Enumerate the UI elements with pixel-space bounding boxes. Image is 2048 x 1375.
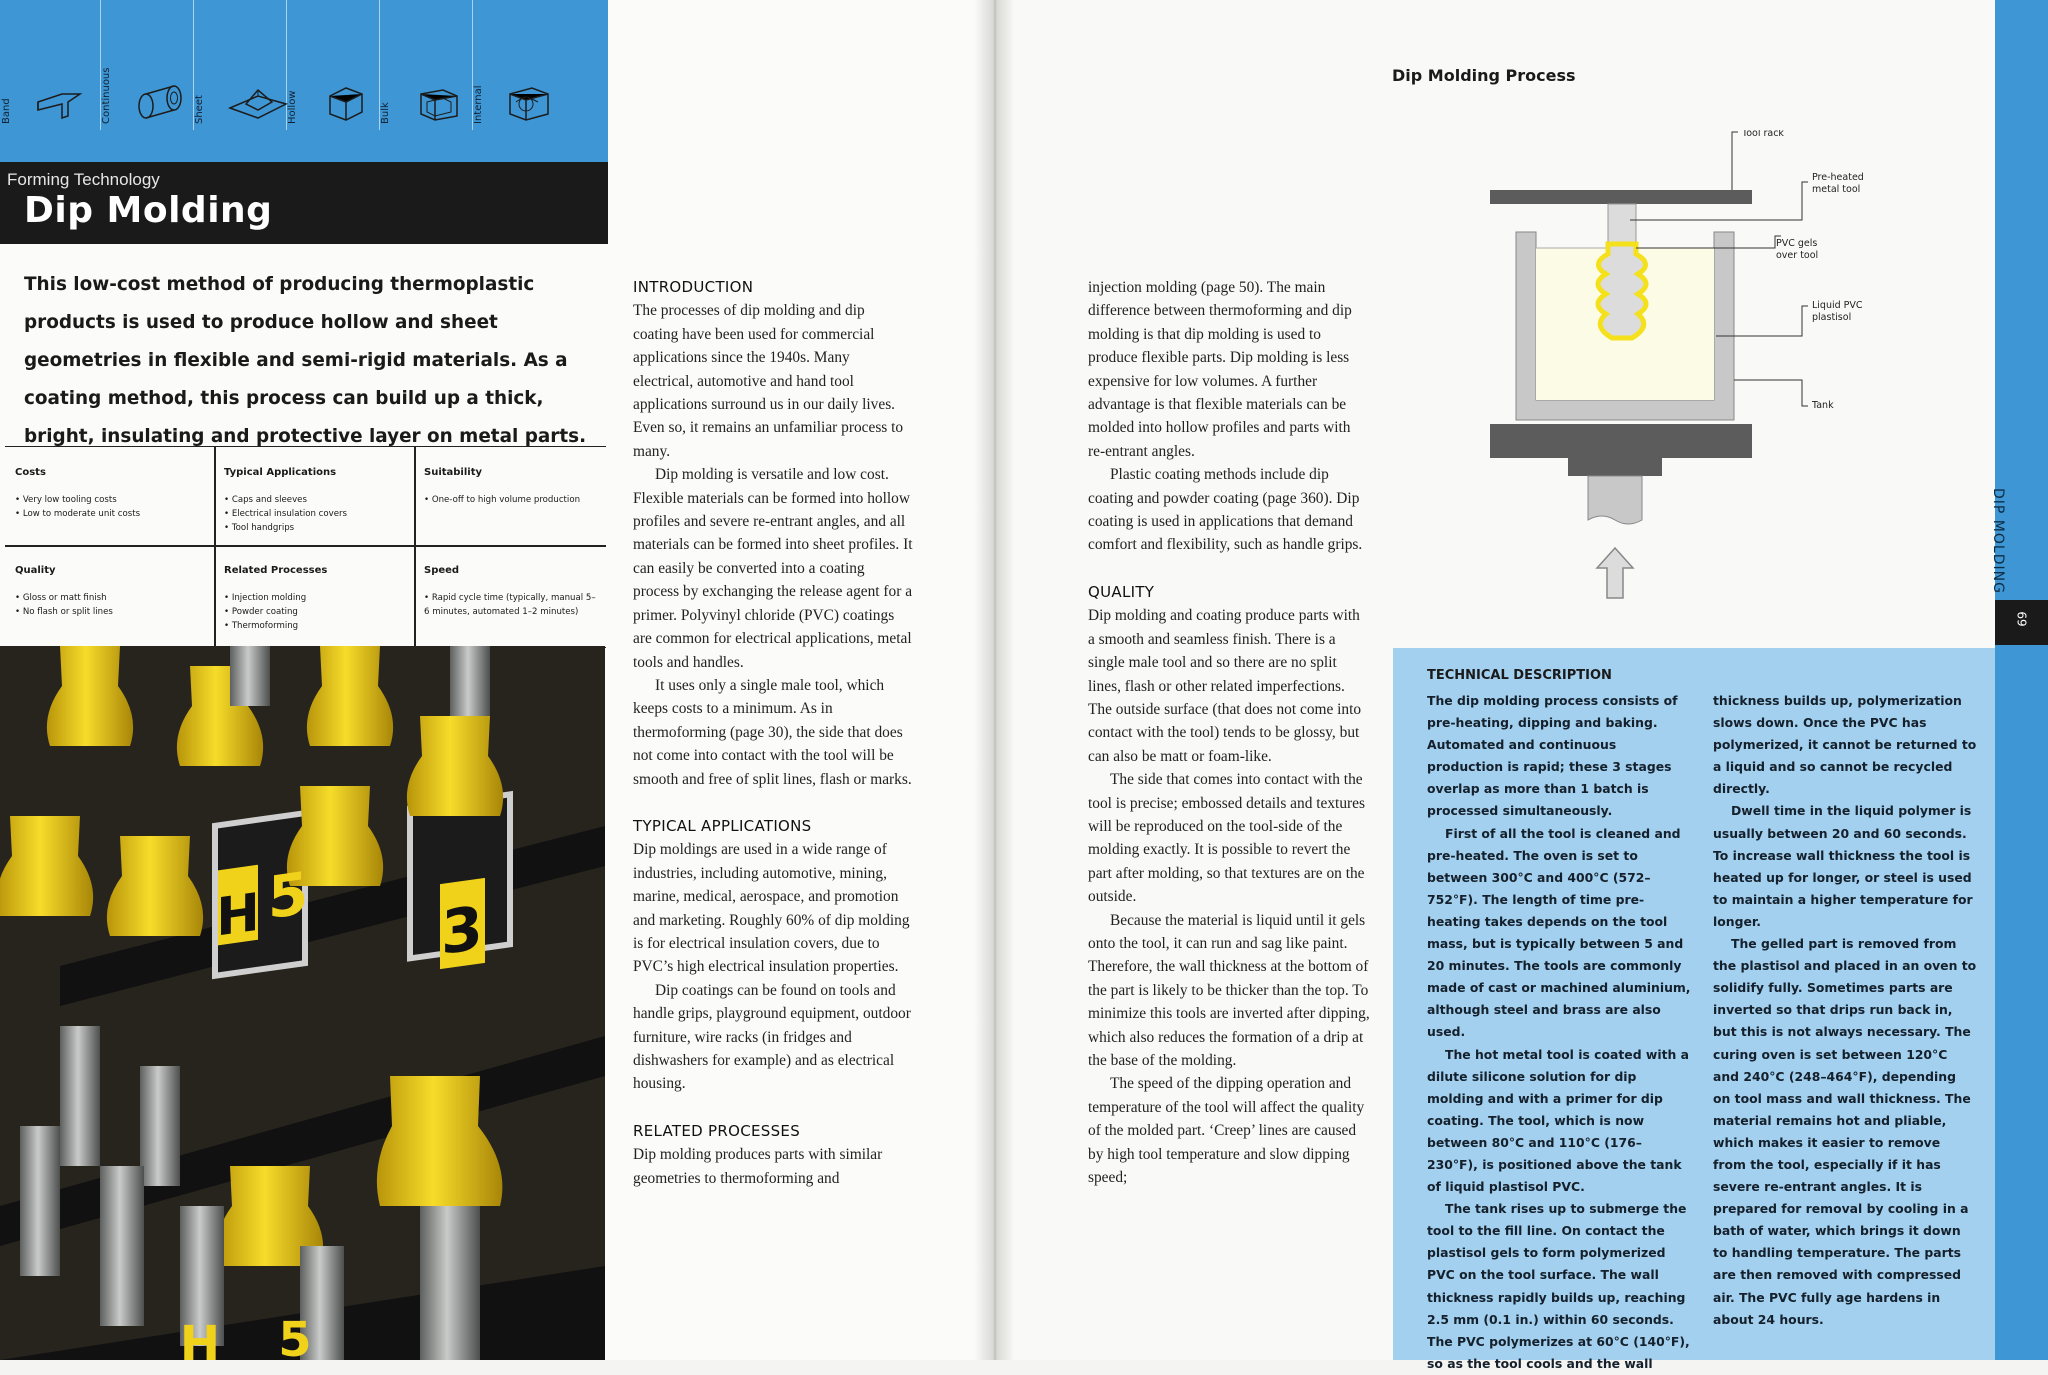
- paragraph: The tank rises up to submerge the tool to the fill line. On contact the plastisol gels to form polymerized PVC on the tool surface. The wall thickness rapidly builds up, reaching 2.5 mm (0.1 in.) within 60 seconds. The PVC polymerizes at 60°C (140°F), so as the tool cools and the wall: [1427, 1201, 1690, 1371]
- paragraph: First of all the tool is cleaned and pre-heated. The oven is set to between 300°C and 400°C (572–752°F). The length of time pre-heating takes depends on the tool mass, but is typically between 5 and 20 minutes. The tools are commonly made of cast or machined aluminium, although steel and brass are also used.: [1427, 825, 1691, 1040]
- paragraph: It uses only a single male tool, which keeps costs to a minimum. As in thermoforming (page 30), the side that does not come into contact with the tool will be smooth and free of split lines, flash or marks.: [633, 676, 912, 788]
- internal-cube-icon: [502, 80, 554, 124]
- paragraph: Dip moldings are used in a wide range of industries, including automotive, mining, marine, medical, aerospace, and promotion and marketing. Roughly 60% of dip molding is for electrical insulation covers, due to PVC’s high electrical insulation properties.: [633, 841, 910, 976]
- band-profile-icon: [34, 80, 86, 124]
- fact-title: Suitability: [424, 467, 483, 478]
- fact-list: [15, 591, 113, 619]
- bulk-cube-icon: [413, 80, 465, 124]
- list-item: • No flash or split lines: [15, 605, 113, 619]
- arrow-up-icon: [1597, 548, 1633, 598]
- technical-description-box: [1393, 648, 1995, 1371]
- strip-item-band: [0, 0, 101, 130]
- book-gutter: [975, 0, 1015, 1360]
- paragraph: The processes of dip molding and dip coating have been used for commercial applications since the 1940s. Many electrical, automotive and hand tool applications surround us in our daily lives. Even so, it remains an unfamiliar process to many.: [633, 302, 904, 460]
- tech-column-2: [1713, 690, 1977, 1331]
- list-item: • Powder coating: [224, 605, 306, 619]
- strip-item-sheet: [193, 0, 287, 130]
- fact-list: [224, 493, 347, 535]
- body-column-1: [633, 276, 913, 1190]
- body-column-2: [1088, 276, 1370, 1189]
- paragraph: The speed of the dipping operation and temperature of the tool will affect the quality of the molded part. ‘Creep’ lines are caused by high tool temperature and slow dipping speed;: [1088, 1075, 1365, 1187]
- process-category-strip: [0, 0, 608, 162]
- list-item: • Tool handgrips: [224, 521, 347, 535]
- page-title: Dip Molding: [24, 190, 273, 231]
- label-liquid-pvc: Liquid PVC: [1812, 300, 1863, 311]
- list-item: • Rapid cycle time (typically, manual 5–6 minutes, automated 1–2 minutes): [424, 591, 600, 619]
- facts-table: [5, 446, 606, 648]
- photo-label: H: [216, 882, 260, 949]
- paragraph: injection molding (page 50). The main difference between thermoforming and dip molding is that dip molding is used to produce flexible parts. Dip molding is less expensive for low volumes. A further advantage is that flexible materials can be molded into hollow profiles and parts with re-entrant angles.: [1088, 279, 1352, 460]
- strip-label: Continuous: [101, 67, 112, 124]
- page-number: 69: [2014, 611, 2029, 627]
- list-item: • Caps and sleeves: [224, 493, 347, 507]
- paragraph: The dip molding process consists of pre-heating, dipping and baking. Automated and continuous production is rapid; these 3 stages overlap as more than 1 batch is processed simultaneously.: [1427, 693, 1678, 819]
- strip-label: Internal: [473, 85, 484, 124]
- section-heading-related: RELATED PROCESSES: [633, 1121, 801, 1140]
- paragraph: Because the material is liquid until it gels onto the tool, it can run and sag like paint. Therefore, the wall thickness at the bottom of the part is likely to be thicker than the top. To minimize this tools are inverted after dipping, which also reduces the formation of a drip at the base of the molding.: [1088, 911, 1370, 1069]
- continuous-tube-icon: [134, 80, 186, 124]
- pvc-coated-tool: [1598, 244, 1646, 338]
- photo-label: 5: [278, 1312, 312, 1360]
- list-item: • Electrical insulation covers: [224, 507, 347, 521]
- strip-item-internal: [472, 0, 608, 130]
- paragraph: Dip molding and coating produce parts with a smooth and seamless finish. There is a single male tool and so there are no split lines, flash or other related imperfections. The outside surface (that does not come into contact with the tool) tends to be glossy, but can also be matt or foam-like.: [1088, 607, 1362, 765]
- label-preheated: metal tool: [1812, 184, 1861, 195]
- list-item: • Thermoforming: [224, 619, 306, 633]
- piston: [1588, 476, 1642, 524]
- photo-label: H: [179, 1316, 221, 1360]
- fact-title: Costs: [15, 467, 46, 478]
- chapter-title-band: [0, 162, 608, 244]
- strip-item-continuous: [100, 0, 194, 130]
- fact-quality: [5, 545, 205, 643]
- strip-label: Sheet: [194, 95, 205, 124]
- fact-title: Quality: [15, 565, 56, 576]
- tool-rack: [1490, 190, 1752, 204]
- fact-applications: [214, 447, 414, 545]
- hollow-box-icon: [320, 80, 372, 124]
- paragraph: The hot metal tool is coated with a dilute silicone solution for dip molding and with a primer for dip coating. The tool, which is now between 80°C and 110°C (176–230°F), is positioned above the tank of liquid plastisol PVC.: [1427, 1046, 1690, 1195]
- paragraph: Plastic coating methods include dip coating and powder coating (page 360). Dip coating is used in applications that demand comfort and flexibility, such as handle grips.: [1088, 466, 1363, 554]
- section-heading-quality: QUALITY: [1088, 582, 1155, 601]
- fact-title: Typical Applications: [224, 467, 337, 478]
- section-kicker: Forming Technology: [7, 170, 160, 189]
- fact-suitability: [414, 447, 604, 545]
- list-item: • Gloss or matt finish: [15, 591, 113, 605]
- list-item: • Injection molding: [224, 591, 306, 605]
- lead-paragraph: This low-cost method of producing thermoplastic products is used to produce hollow and sheet geometries in flexible and semi-rigid materials. As a coating method, this process can build up a thick, bright, insulating and protective layer on metal parts.: [24, 274, 587, 447]
- photo-label: 3: [441, 893, 483, 969]
- paragraph: Dip coatings can be found on tools and handle grips, playground equipment, outdoor furniture, wire racks (in fridges and dishwashers for example) and as electrical housing.: [633, 981, 911, 1093]
- fact-title: Related Processes: [224, 565, 328, 576]
- sheet-tray-icon: [227, 80, 289, 124]
- dip-molding-diagram: [1480, 130, 1920, 610]
- metal-tool: [1608, 204, 1636, 244]
- tech-heading: TECHNICAL DESCRIPTION: [1427, 668, 1612, 683]
- fact-list: [224, 591, 306, 633]
- list-item: • Low to moderate unit costs: [15, 507, 140, 521]
- label-liquid-pvc: plastisol: [1812, 312, 1852, 323]
- fact-list: [15, 493, 140, 521]
- list-item: • Very low tooling costs: [15, 493, 140, 507]
- strip-item-hollow: [286, 0, 380, 130]
- paragraph: The side that comes into contact with the tool is precise; embossed details and textures will be reproduced on the tool-side of the molding exactly. It is possible to revert the part after molding, so that textures are on the outside.: [1088, 771, 1365, 906]
- label-tool-rack: Tool rack: [1742, 130, 1784, 139]
- fact-costs: [5, 447, 205, 545]
- product-photo: [0, 646, 605, 1360]
- paragraph: Dip molding produces parts with similar geometries to thermoforming and: [633, 1146, 883, 1187]
- strip-label: Bulk: [380, 102, 391, 124]
- side-tab-label: DIP MOLDING: [1990, 488, 2006, 594]
- label-tank: Tank: [1812, 400, 1834, 411]
- photo-label: 5: [267, 858, 309, 933]
- fact-title: Speed: [424, 565, 460, 576]
- paragraph: Dip molding is versatile and low cost. Flexible materials can be formed into hollow profiles and severe re-entrant angles, and all materials can be formed into sheet profiles. It can easily be converted into a coating process by exchanging the release agent for a primer. Polyvinyl chloride (PVC) coatings are common for electrical applications, metal tools and handles.: [633, 466, 913, 671]
- strip-label: Band: [1, 98, 12, 124]
- tech-column-1: [1427, 690, 1691, 1375]
- list-item: • One-off to high volume production: [424, 493, 580, 507]
- fact-list: [424, 591, 600, 619]
- strip-item-bulk: [379, 0, 473, 130]
- section-heading-applications: TYPICAL APPLICATIONS: [633, 816, 812, 835]
- strip-label: Hollow: [287, 90, 298, 124]
- paragraph: Dwell time in the liquid polymer is usually between 20 and 60 seconds. To increase wall thickness the tool is heated up for longer, or steel is used to maintain a higher temperature for longer.: [1713, 803, 1973, 929]
- section-side-tab: [1995, 0, 2048, 1360]
- diagram-title: Dip Molding Process: [1392, 66, 1576, 85]
- section-heading-introduction: INTRODUCTION: [633, 278, 754, 296]
- label-preheated: Pre-heated: [1812, 172, 1864, 183]
- paragraph: thickness builds up, polymerization slows down. Once the PVC has polymerized, it cannot be returned to a liquid and so cannot be recycled directly.: [1713, 693, 1977, 797]
- fact-list: [424, 493, 580, 507]
- label-pvc-gels: PVC gels: [1776, 238, 1818, 249]
- label-pvc-gels: over tool: [1776, 250, 1819, 261]
- tank-platform: [1490, 424, 1752, 458]
- fact-speed: [414, 545, 600, 643]
- fact-related: [214, 545, 414, 643]
- paragraph: The gelled part is removed from the plastisol and placed in an oven to solidify fully. Sometimes parts are inverted so that drips run back in, but this is not always necessary. The curing oven is set between 120°C and 240°C (248–464°F), depending on tool mass and wall thickness. The material remains hot and pliable, which makes it easier to remove from the tool, especially if it has severe re-entrant angles. It is prepared for removal by cooling in a bath of water, which brings it down to handling temperature. The parts are then removed with compressed air. The PVC fully age hardens in about 24 hours.: [1713, 936, 1977, 1327]
